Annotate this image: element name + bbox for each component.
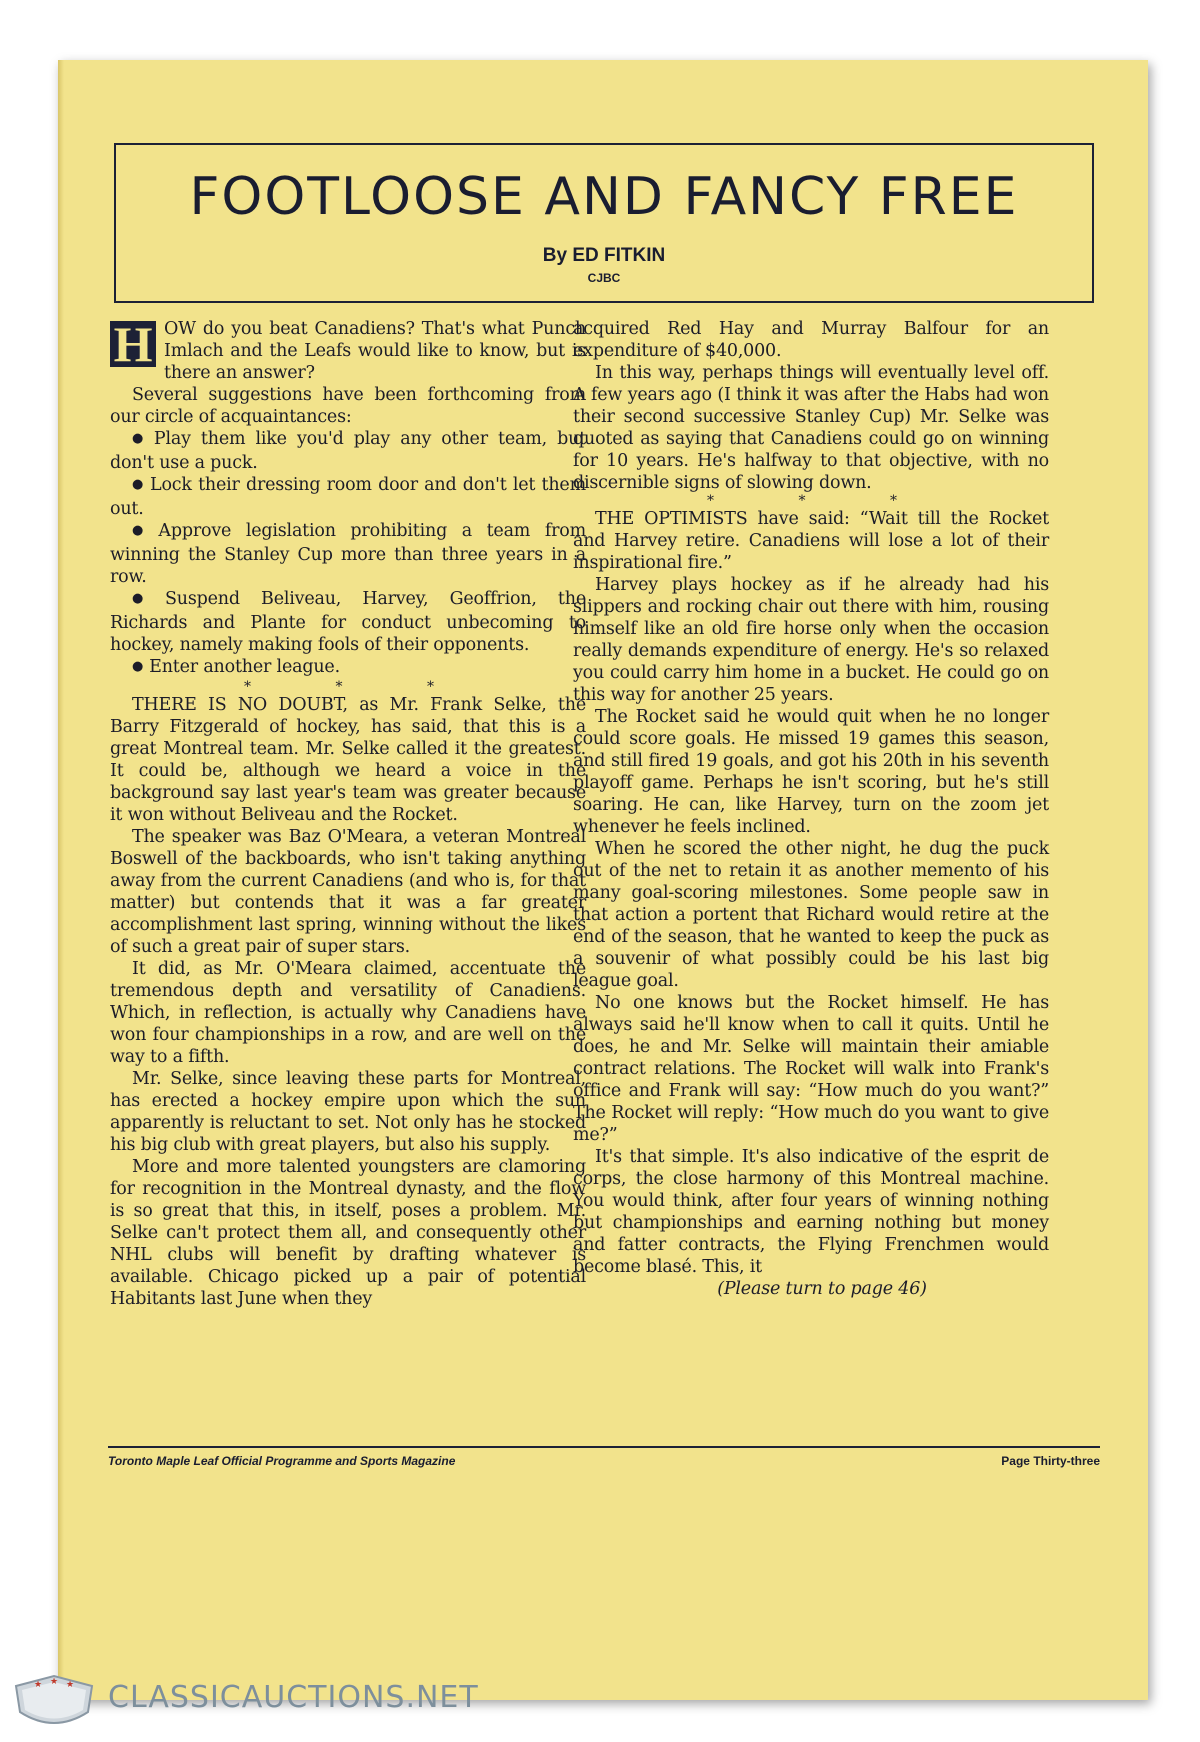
paragraph: Several suggestions have been forthcoming from our circle of acquaintances: xyxy=(110,385,586,427)
bullet-item: ● Play them like you'd play any other team, but don't use a puck. xyxy=(110,428,586,474)
page-number: Page Thirty-three xyxy=(1001,1454,1100,1468)
dropcap: H xyxy=(110,321,156,367)
classic-auctions-logo-icon xyxy=(8,1672,100,1734)
publication-name: Toronto Maple Leaf Official Programme and Sports Magazine xyxy=(108,1454,456,1468)
byline: By ED FITKIN xyxy=(542,245,666,266)
paragraph: H OW do you beat Canadiens? That's what Punch Imlach and the Leafs would like to know, but is there an answer? xyxy=(110,318,586,384)
section-divider: * * * xyxy=(707,493,937,509)
right-column xyxy=(573,318,1049,1300)
bullet-item: ● Approve legislation prohibiting a team from winning the Stanley Cup more than three years in a row. xyxy=(110,520,586,588)
paragraph: acquired Red Hay and Murray Balfour for an expenditure of $40,000. xyxy=(573,319,1049,361)
magazine-page xyxy=(58,60,1148,1700)
svg-text:★: ★ xyxy=(50,1677,59,1687)
paragraph: The Rocket said he would quit when he no longer could score goals. He missed 19 games this season, and still fired 19 goals, and got his 20th in his seventh playoff game. Perhaps he isn't scoring, but he's still soaring. He can, like Harvey, turn on the zoom jet whenever he feels inclined. xyxy=(573,707,1049,837)
paragraph: No one knows but the Rocket himself. He has always said he'll know when to call it quits. Until he does, he and Mr. Selke will maintain their amiable contract relations. The Rocket will walk into Frank's office and Frank will say: “How much do you want?” The Rocket will reply: “How much do you want to give me?” xyxy=(573,993,1049,1145)
paragraph: It did, as Mr. O'Meara claimed, accentuate the tremendous depth and versatility of Canadiens. Which, in reflection, is actually why Canadiens have won four championships in a row, and are well on the way to a fifth. xyxy=(110,959,586,1067)
paragraph: Mr. Selke, since leaving these parts for Montreal, has erected a hockey empire upon which the sun apparently is reluctant to set. Not only has he stocked his big club with great players, but also his supply. xyxy=(110,1069,586,1155)
left-column xyxy=(110,318,586,1310)
bullet-item: ● Lock their dressing room door and don't let them out. xyxy=(110,474,586,520)
paragraph: More and more talented youngsters are clamoring for recognition in the Montreal dynasty, and the flow is so great that this, in itself, poses a problem. Mr. Selke can't protect them all, and consequently other NHL clubs will benefit by drafting whatever is available. Chicago picked up a pair of potential Habitants last June when they xyxy=(110,1157,586,1309)
bullet-item: ● Enter another league. xyxy=(110,656,586,680)
watermark xyxy=(8,1672,528,1732)
title-box xyxy=(114,143,1094,303)
station-label: CJBC xyxy=(587,271,621,285)
paragraph: In this way, perhaps things will eventually level off. A few years ago (I think it was after the Habs had won their second successive Stanley Cup) Mr. Selke was quoted as saying that Canadiens could go on winning for 10 years. He's halfway to that objective, with no discernible signs of slowing down. xyxy=(573,363,1049,493)
svg-text:★: ★ xyxy=(66,1680,75,1690)
watermark-text: CLASSICAUCTIONS.NET xyxy=(108,1680,479,1715)
paragraph: The speaker was Baz O'Meara, a veteran Montreal Boswell of the backboards, who isn't taking anything away from the current Canadiens (and who is, for that matter) but contends that it was a far greater accomplishment last spring, winning without the likes of such a great pair of super stars. xyxy=(110,827,586,957)
paragraph: THE OPTIMISTS have said: “Wait till the Rocket and Harvey retire. Canadiens will lose a lot of their inspirational fire.” xyxy=(573,509,1049,573)
continuation-note: (Please turn to page 46) xyxy=(717,1279,927,1299)
paragraph: THERE IS NO DOUBT, as Mr. Frank Selke, the Barry Fitzgerald of hockey, has said, that this is a great Montreal team. Mr. Selke called it the greatest. It could be, although we heard a voice in the background say last year's team was greater because it won without Beliveau and the Rocket. xyxy=(110,695,586,825)
article-title: FOOTLOOSE AND FANCY FREE xyxy=(189,167,1019,227)
svg-text:★: ★ xyxy=(34,1680,43,1690)
paragraph: It's that simple. It's also indicative of the esprit de corps, the close harmony of this Montreal machine. You would think, after four years of winning nothing but championships and earning nothing but money and fatter contracts, the Flying Frenchmen would become blasé. This, it xyxy=(573,1147,1049,1277)
paragraph: When he scored the other night, he dug the puck out of the net to retain it as another memento of his many goal-scoring milestones. Some people saw in that action a portent that Richard would retire at the end of the season, that he wanted to keep the puck as a souvenir of what possibly could be his last big league goal. xyxy=(573,839,1049,991)
section-divider: * * * xyxy=(244,679,474,695)
paragraph: Harvey plays hockey as if he already had his slippers and rocking chair out there with him, rousing himself like an old fire horse only when the occasion really demands expenditure of energy. He's so relaxed you could carry him home in a bucket. He could go on this way for another 25 years. xyxy=(573,575,1049,705)
page-footer xyxy=(108,1446,1100,1476)
bullet-item: ● Suspend Beliveau, Harvey, Geoffrion, the Richards and Plante for conduct unbecoming to hockey, namely making fools of their opponents. xyxy=(110,588,586,656)
